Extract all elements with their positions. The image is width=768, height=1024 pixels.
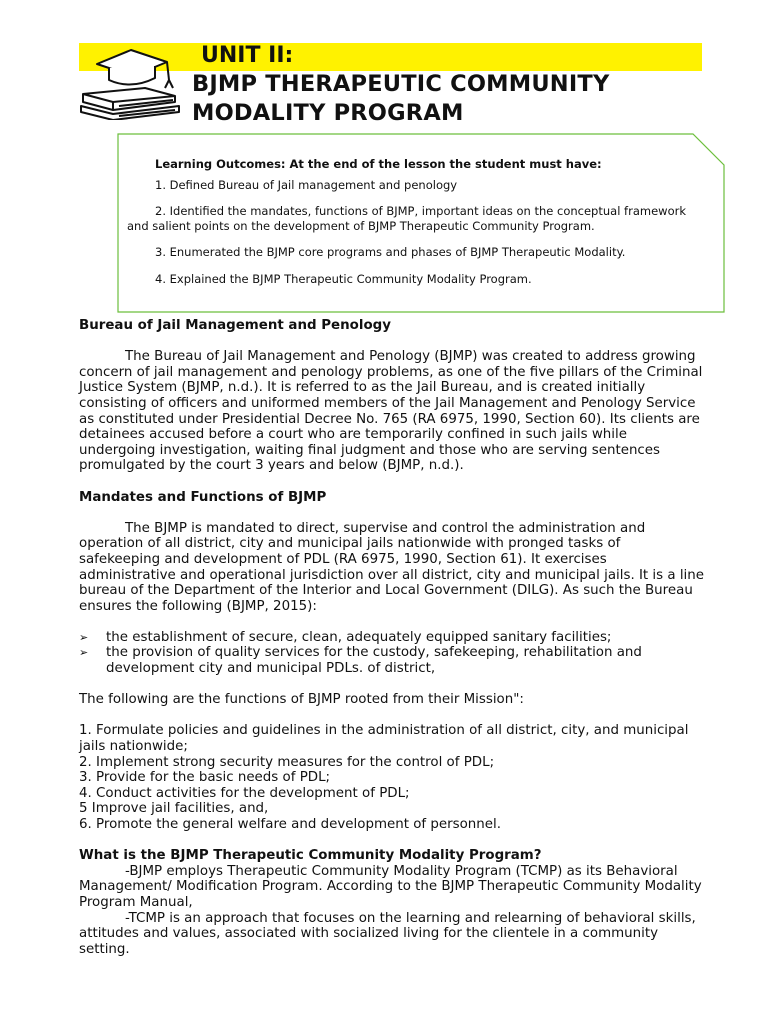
section-heading-mandates: Mandates and Functions of BJMP [79,489,327,505]
outcome-item: 4. Explained the BJMP Therapeutic Community Modality Program. [155,271,532,286]
function-item: 6. Promote the general welfare and development of personnel. [79,817,501,832]
mandates-paragraph: The BJMP is mandated to direct, supervise and control the administration and operation of all district, city and municipal jails nationwide with pronged tasks of safekeeping and development of PDL (RA 6975, 1990, Section 61). It exercises administrative and operational jurisdiction over all district, city and municipal jails. It is a line bureau of the Department of the Interior and Local Government (DILG). As such the Bureau ensures the following (BJMP, 2015): [79,520,705,614]
graduation-cap-books-icon [79,44,183,120]
tcmp-paragraph-1: -BJMP employs Therapeutic Community Modality Program (TCMP) as its Behavioral Management/ Modification Program. According to the BJMP Therapeutic Community Modality Program Manual, [79,863,702,910]
title-line-1: BJMP THERAPEUTIC COMMUNITY [192,71,610,97]
function-item: 2. Implement strong security measures for the control of PDL; [79,754,495,770]
learning-outcomes-heading: Learning Outcomes: At the end of the lesson the student must have: [155,157,602,171]
functions-intro: The following are the functions of BJMP rooted from their Mission": [79,692,524,708]
tcmp-paragraph-2: -TCMP is an approach that focuses on the learning and relearning of behavioral skills, attitudes and values, associated with socialized living for the clientele in a community setting. [79,910,696,957]
mandates-bullet-list [79,630,704,677]
learning-outcomes-box [117,133,725,313]
section-heading-bjmp: Bureau of Jail Management and Penology [79,318,391,333]
outcome-item: 2. Identified the mandates, functions of BJMP, important ideas on the conceptual framework and salient points on the development of BJMP Therapeutic Community Program. [127,204,686,233]
page-title [192,70,609,128]
list-item: ➢ the establishment of secure, clean, adequately equipped sanitary facilities; [79,629,612,645]
title-line-2: MODALITY PROGRAM [192,100,464,126]
outcome-item: 1. Defined Bureau of Jail management and penology [155,177,458,192]
document-body [79,318,704,957]
function-item: 5 Improve jail facilities, and, [79,801,269,817]
outcome-item: 3. Enumerated the BJMP core programs and phases of BJMP Therapeutic Modality. [155,245,626,259]
arrow-bullet-icon: ➢ [79,630,89,644]
function-item: 3. Provide for the basic needs of PDL; [79,770,331,786]
arrow-bullet-icon: ➢ [79,646,89,660]
section-heading-tcmp: What is the BJMP Therapeutic Community Modality Program? [79,848,542,864]
function-item: 4. Conduct activities for the development of PDL; [79,785,410,801]
unit-label: UNIT II: [201,43,294,68]
bjmp-paragraph: The Bureau of Jail Management and Penology (BJMP) was created to address growing concern of jail management and penology problems, as one of the five pillars of the Criminal Justice System (BJMP, n.d.). It is referred to as the Jail Bureau, and is created initially consisting of officers and uniformed members of the Jail Management and Penology Service as constituted under Presidential Decree No. 765 (RA 6975, 1990, Section 60). Its clients are detainees accused before a court who are temporarily confined in such jails while undergoing investigation, waiting final judgment and those who are serving sentences promulgated by the court 3 years and below (BJMP, n.d.). [79,349,703,474]
list-item: ➢ the provision of quality services for the custody, safekeeping, rehabilitation and development city and municipal PDLs. of district, [79,645,642,677]
function-item: 1. Formulate policies and guidelines in the administration of all district, city, and municipal jails nationwide; [79,723,689,755]
